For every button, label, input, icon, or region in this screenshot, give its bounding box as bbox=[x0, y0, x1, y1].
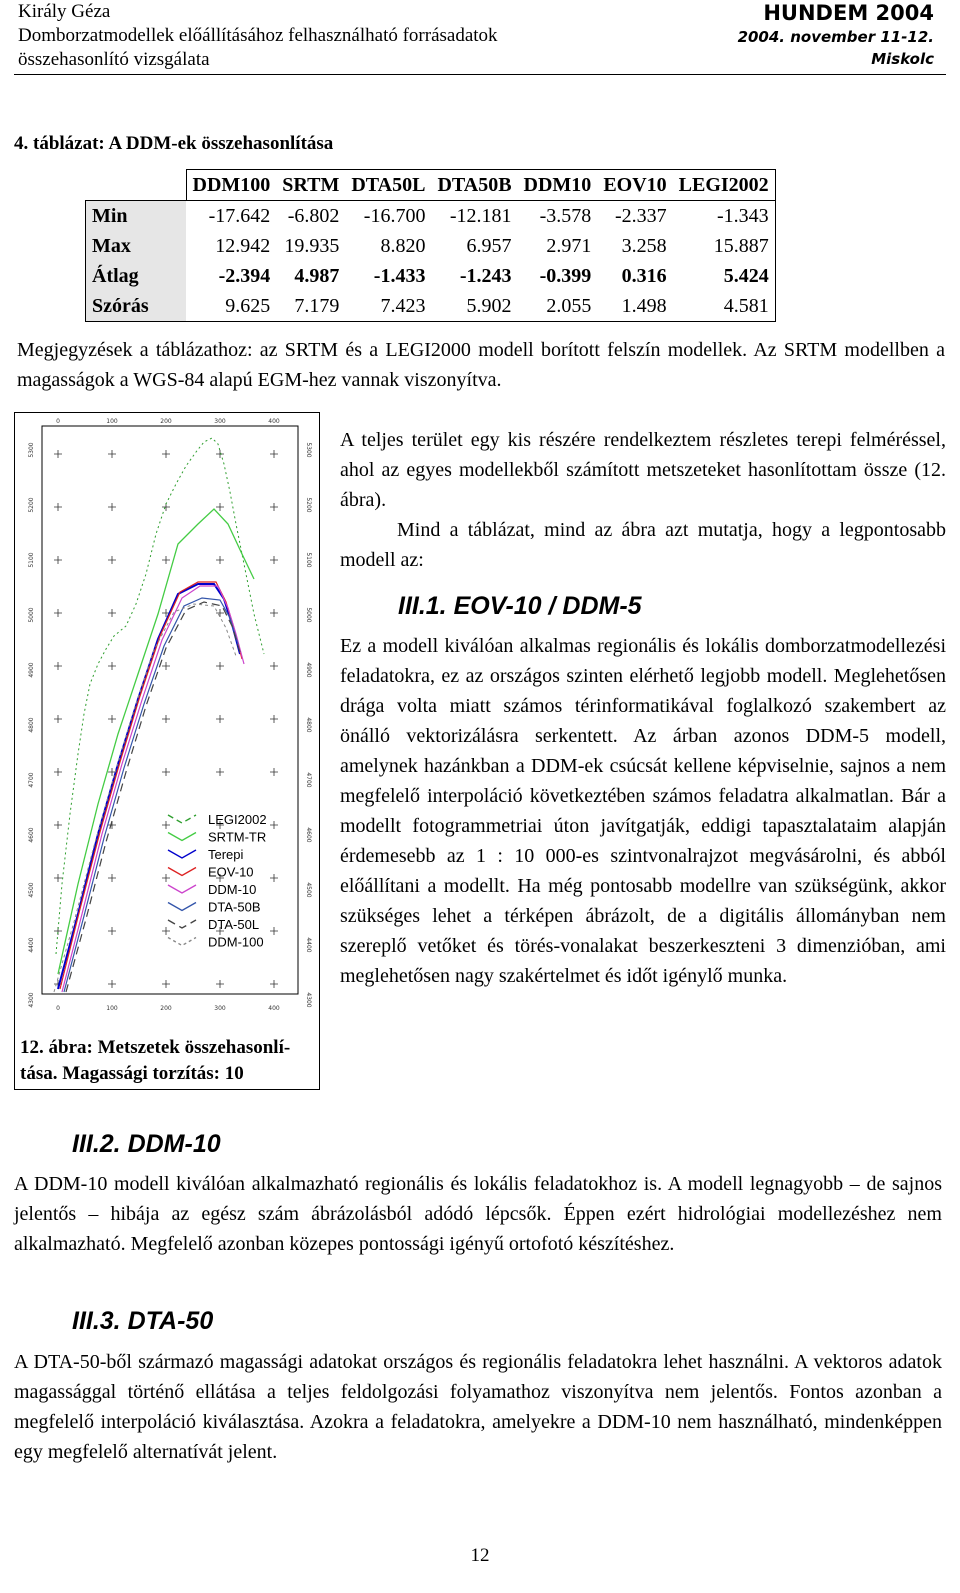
grid-cross bbox=[162, 874, 170, 882]
table-cell: -12.181 bbox=[431, 201, 517, 232]
grid-cross bbox=[270, 662, 278, 670]
y-tick-label-right: 4900 bbox=[305, 662, 312, 678]
grid-cross bbox=[270, 980, 278, 988]
legend-label: DTA-50B bbox=[208, 899, 261, 915]
grid-cross bbox=[54, 556, 62, 564]
grid-cross bbox=[54, 609, 62, 617]
grid-cross bbox=[54, 450, 62, 458]
grid-cross bbox=[216, 715, 224, 723]
grid-cross bbox=[108, 715, 116, 723]
profile-line-dta50l bbox=[66, 602, 240, 992]
grid-cross bbox=[54, 768, 62, 776]
grid-cross bbox=[216, 980, 224, 988]
intro-paragraph-2: Mind a táblázat, mind az ábra azt mutatja, hogy a legpontosabb modell az: bbox=[340, 519, 946, 571]
table-cell: 4.987 bbox=[294, 264, 340, 287]
author: Király Géza bbox=[18, 1, 111, 22]
grid-cross bbox=[216, 768, 224, 776]
comparison-table bbox=[85, 169, 776, 322]
column-header: SRTM bbox=[276, 170, 345, 201]
legend-label: LEGI2002 bbox=[208, 812, 267, 827]
table-cell: 19.935 bbox=[284, 234, 340, 257]
grid-cross bbox=[54, 503, 62, 511]
y-tick-label-left: 4500 bbox=[28, 882, 35, 898]
table-cell: 6.957 bbox=[466, 234, 512, 257]
section-heading-dta50: III.3. DTA-50 bbox=[72, 1307, 214, 1335]
grid-cross bbox=[270, 768, 278, 776]
grid-cross bbox=[108, 874, 116, 882]
table-row bbox=[86, 291, 776, 322]
page-number: 12 bbox=[470, 1545, 490, 1566]
section-text-dta50: A DTA-50-ből származó magassági adatokat országos és regionális feladatokra lehet használni. A vektoros adatok magassággal történő ellátása a teljes feldolgozási folyamathoz viszonyítva nem jelentős. Fontos azonban a megfelelő interpoláció kiválasztása. Azokra a feladatokra, amelyekre a DDM-10 nem használható, mindenképpen egy megfelelő alternatívát jelent. bbox=[14, 1351, 942, 1463]
y-tick-label-left: 4800 bbox=[28, 717, 35, 733]
intro-paragraph: A teljes terület egy kis részére rendelkeztem részletes terepi felméréssel, ahol az egyes modellekből számított metszeteket hasonlítottam össze (12. ábra). bbox=[340, 429, 946, 511]
figure-legend bbox=[168, 812, 267, 950]
grid-cross bbox=[216, 662, 224, 670]
grid-cross bbox=[108, 556, 116, 564]
table-cell: -1.433 bbox=[373, 264, 426, 287]
grid-cross bbox=[108, 450, 116, 458]
y-tick-label-left: 4400 bbox=[28, 937, 35, 953]
y-tick-label-left: 5100 bbox=[28, 552, 35, 568]
conference-place: Miskolc bbox=[871, 50, 934, 68]
row-label: Szórás bbox=[86, 291, 187, 322]
column-header: DDM10 bbox=[518, 170, 598, 201]
grid-cross bbox=[270, 821, 278, 829]
y-tick-label-left: 4900 bbox=[28, 662, 35, 678]
grid-cross bbox=[108, 927, 116, 935]
y-tick-label-right: 4500 bbox=[305, 882, 312, 898]
grid-cross bbox=[108, 609, 116, 617]
legend-swatch bbox=[168, 885, 196, 893]
table-cell: -1.243 bbox=[459, 264, 512, 287]
grid-cross bbox=[216, 556, 224, 564]
column-header: DTA50B bbox=[431, 170, 517, 201]
row-label: Min bbox=[86, 201, 187, 232]
grid-cross bbox=[270, 874, 278, 882]
grid-cross bbox=[54, 715, 62, 723]
grid-cross bbox=[270, 927, 278, 935]
y-tick-label-right: 4300 bbox=[305, 992, 312, 1008]
y-tick-label-left: 5300 bbox=[28, 442, 35, 458]
paper-title-line1: Domborzatmodellek előállításához felhasználható forrásadatok bbox=[18, 25, 498, 46]
grid-cross bbox=[162, 715, 170, 723]
grid-cross bbox=[162, 768, 170, 776]
legend-label: DDM-100 bbox=[208, 934, 264, 950]
header-left bbox=[18, 0, 498, 72]
table-cell: 0.316 bbox=[621, 264, 667, 287]
grid-cross bbox=[270, 715, 278, 723]
table-cell: -0.399 bbox=[539, 264, 592, 287]
legend-swatch bbox=[168, 920, 196, 928]
table-caption: 4. táblázat: A DDM-ek összehasonlítása bbox=[14, 133, 334, 154]
grid-cross bbox=[270, 556, 278, 564]
table-cell: -3.578 bbox=[518, 201, 598, 232]
y-tick-label-right: 5300 bbox=[305, 442, 312, 458]
table-cell: -2.337 bbox=[597, 201, 672, 232]
column-header: DTA50L bbox=[345, 170, 431, 201]
table-cell: 1.498 bbox=[597, 291, 672, 322]
table-cell: 15.887 bbox=[673, 231, 776, 261]
x-tick-label-top: 100 bbox=[106, 418, 118, 425]
section-heading-ddm10: III.2. DDM-10 bbox=[72, 1130, 221, 1158]
conference-date: 2004. november 11-12. bbox=[737, 28, 934, 46]
column-header: DDM100 bbox=[186, 170, 276, 201]
grid-cross bbox=[108, 662, 116, 670]
table-cell: 8.820 bbox=[380, 234, 426, 257]
y-tick-label-right: 4700 bbox=[305, 772, 312, 788]
table-corner bbox=[86, 170, 187, 201]
x-tick-label-top: 200 bbox=[160, 418, 172, 425]
y-tick-label-right: 5100 bbox=[305, 552, 312, 568]
grid-cross bbox=[270, 450, 278, 458]
table-header-row bbox=[86, 170, 776, 201]
x-tick-label-top: 400 bbox=[268, 418, 280, 425]
table-cell: -6.802 bbox=[276, 201, 345, 232]
column-header: LEGI2002 bbox=[673, 170, 776, 201]
legend-swatch bbox=[168, 850, 196, 858]
y-tick-label-right: 4800 bbox=[305, 717, 312, 733]
y-tick-label-right: 4600 bbox=[305, 827, 312, 843]
grid-cross bbox=[216, 503, 224, 511]
grid-cross bbox=[54, 874, 62, 882]
grid-cross bbox=[270, 609, 278, 617]
figure-caption: 12. ábra: Metszetek összehasonlítása. Magassági torzítás: 10 bbox=[20, 1037, 291, 1084]
y-tick-label-right: 4400 bbox=[305, 937, 312, 953]
table-cell: 4.581 bbox=[673, 291, 776, 322]
y-tick-label-left: 4600 bbox=[28, 827, 35, 843]
legend-label: DDM-10 bbox=[208, 882, 257, 897]
table-row bbox=[86, 201, 776, 232]
grid-cross bbox=[162, 927, 170, 935]
x-tick-label-top: 0 bbox=[56, 418, 60, 425]
table-cell: 5.902 bbox=[431, 291, 517, 322]
legend-label: SRTM-TR bbox=[208, 829, 267, 845]
section-text-eov10: Ez a modell kiválóan alkalmas regionális és lokális domborzatmodellezési feladatokra, ez az országos szinten elérhető legjobb modell. Meglehetősen drága volta miatt számos térinformatikával foglalkozó szakembert az önálló vektorizálásra serkentett. Az árban azonos DDM-5 modell, amelynek hazánkban a DDM-ek csúcsát kellene képviselnie, sajnos a nem megfelelő interpoláció következtében számos feladatra alkalmatlan. Bár a modellt fotogrammetriai úton javítgatják, eddigi tapasztalataim alapján érdemesebb az 1 : 10 000-es szintvonalrajzot megvásárolni, és abból előállítani a modellt. Ha még pontosabb modellre van szükségünk, akkor szükséges lehet a térképen ábrázolt, de a digitális állományban nem szereplő vetőket és törés-vonalakat beszerkeszteni 3 dimenzióban, ami meglehetősen nagy szakértelmet és időt igénylő munka. bbox=[340, 635, 946, 987]
row-label: Max bbox=[86, 231, 187, 261]
x-tick-label-bottom: 100 bbox=[106, 1005, 118, 1012]
grid-cross bbox=[216, 450, 224, 458]
x-tick-label-bottom: 300 bbox=[214, 1005, 226, 1012]
grid-cross bbox=[54, 821, 62, 829]
section-heading-eov10: III.1. EOV-10 / DDM-5 bbox=[398, 592, 642, 620]
legend-label: Terepi bbox=[208, 847, 244, 862]
x-tick-label-bottom: 0 bbox=[56, 1005, 60, 1012]
legend-swatch bbox=[168, 868, 196, 876]
grid-cross bbox=[162, 662, 170, 670]
grid-cross bbox=[162, 821, 170, 829]
table-cell: 3.258 bbox=[621, 234, 667, 257]
table-row bbox=[86, 231, 776, 261]
x-tick-label-top: 300 bbox=[214, 418, 226, 425]
x-tick-label-bottom: 400 bbox=[268, 1005, 280, 1012]
legend-label: DTA-50L bbox=[208, 917, 260, 932]
table-cell: 5.424 bbox=[673, 261, 776, 291]
grid-cross bbox=[162, 980, 170, 988]
grid-cross bbox=[54, 662, 62, 670]
y-tick-label-right: 5000 bbox=[305, 607, 312, 623]
grid-cross bbox=[270, 503, 278, 511]
y-tick-label-left: 4700 bbox=[28, 772, 35, 788]
header-rule bbox=[14, 74, 946, 75]
x-tick-label-bottom: 200 bbox=[160, 1005, 172, 1012]
grid-cross bbox=[162, 450, 170, 458]
y-tick-label-left: 5200 bbox=[28, 497, 35, 513]
table-cell: 12.942 bbox=[215, 234, 271, 257]
table-cell: 2.055 bbox=[518, 291, 598, 322]
legend-label: EOV-10 bbox=[208, 864, 254, 880]
table-cell: -1.343 bbox=[673, 201, 776, 232]
conference-name: HUNDEM 2004 bbox=[763, 1, 934, 25]
table-cell: -17.642 bbox=[186, 201, 276, 232]
grid-cross bbox=[216, 609, 224, 617]
table-cell: -2.394 bbox=[218, 264, 271, 287]
table-cell: -16.700 bbox=[345, 201, 431, 232]
y-tick-label-left: 4300 bbox=[28, 992, 35, 1008]
legend-swatch bbox=[168, 938, 196, 946]
paper-title-line2: összehasonlító vizsgálata bbox=[18, 49, 210, 70]
grid-cross bbox=[162, 556, 170, 564]
y-tick-label-left: 5000 bbox=[28, 607, 35, 623]
table-cell: 9.625 bbox=[186, 291, 276, 322]
section-text-ddm10: A DDM-10 modell kiválóan alkalmazható regionális és lokális feladatokhoz is. A modell legnagyobb – de sajnos jelentős – hibája az egész szám ábrázolásból adódó lépcsők. Éppen ezért hidrológiai modellezéshez nem alkalmazható. Megfelelő azonban közepes pontossági igényű ortofotó készítéshez. bbox=[14, 1173, 942, 1255]
table-cell: 7.179 bbox=[276, 291, 345, 322]
header-right bbox=[738, 0, 934, 70]
legend-swatch bbox=[168, 903, 196, 911]
row-label: Átlag bbox=[86, 261, 187, 291]
profile-figure bbox=[18, 414, 316, 1014]
grid-cross bbox=[108, 980, 116, 988]
table-note: Megjegyzések a táblázathoz: az SRTM és a LEGI2000 modell borított felszín modellek. Az SRTM modellben a magasságok a WGS-84 alapú EGM-hez vannak viszonyítva. bbox=[17, 339, 945, 391]
table-cell: 7.423 bbox=[345, 291, 431, 322]
grid-cross bbox=[108, 503, 116, 511]
legend-swatch bbox=[168, 833, 196, 841]
y-tick-label-right: 5200 bbox=[305, 497, 312, 513]
column-header: EOV10 bbox=[597, 170, 672, 201]
table-cell: 2.971 bbox=[546, 234, 592, 257]
legend-swatch bbox=[168, 815, 196, 823]
table-row bbox=[86, 261, 776, 291]
